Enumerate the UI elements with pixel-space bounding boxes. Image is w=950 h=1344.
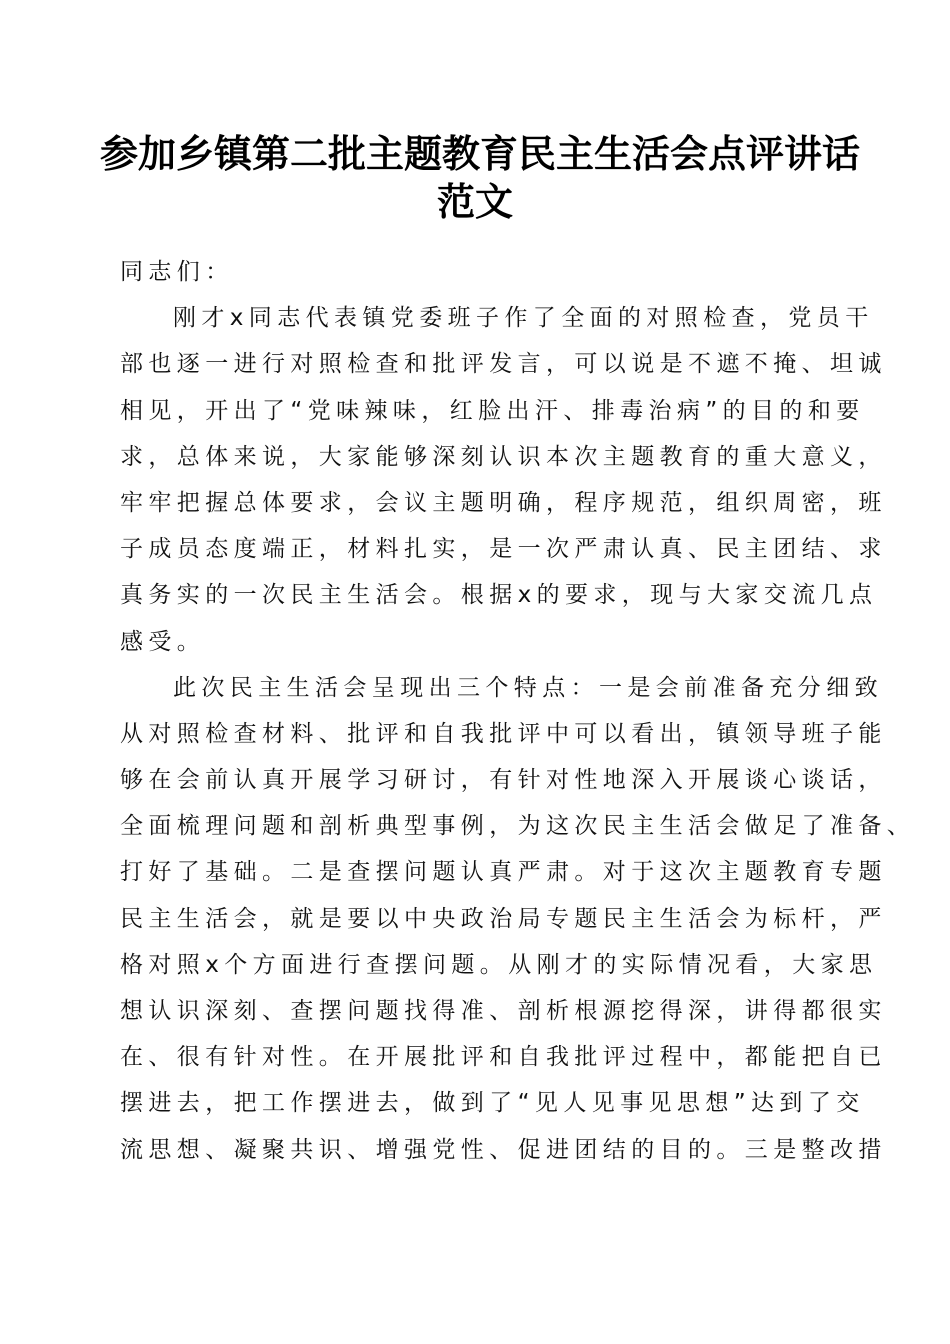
document-title [100, 130, 861, 226]
paragraph-1-line: 求，总体来说，大家能够深刻认识本次主题教育的重大意义， [120, 443, 887, 470]
paragraph-2-line: 打好了基础。二是查摆问题认真严肃。对于这次主题教育专题 [120, 859, 887, 886]
paragraph-2-line: 流思想、凝聚共识、增强党性、促进团结的目的。三是整改措 [120, 1136, 887, 1163]
paragraph-2-line: 够在会前认真开展学习研讨，有针对性地深入开展谈心谈话， [120, 767, 887, 794]
paragraph-2-line: 摆进去，把工作摆进去，做到了“见人见事见思想”达到了交 [120, 1090, 865, 1117]
paragraph-1-line: 感受。 [120, 628, 206, 655]
title-line-2: 范文 [436, 179, 513, 224]
paragraph-1-line: 部也逐一进行对照检查和批评发言，可以说是不遮不掩、坦诚 [120, 351, 887, 378]
paragraph-1-line: 子成员态度端正，材料扎实，是一次严肃认真、民主团结、求 [120, 536, 887, 563]
document-body [120, 249, 916, 1173]
paragraph-2-line: 此次民主生活会呈现出三个特点：一是会前准备充分细致 [173, 674, 883, 701]
title-line-1: 参加乡镇第二批主题教育民主生活会点评讲话 [100, 131, 861, 176]
paragraph-1-line: 相见，开出了“党味辣味，红脸出汗、排毒治病”的目的和要 [120, 397, 865, 424]
paragraph-1-line: 真务实的一次民主生活会。根据x的要求，现与大家交流几点 [120, 582, 878, 609]
paragraph-1-line: 刚才x同志代表镇党委班子作了全面的对照检查，党员干 [173, 305, 874, 332]
paragraph-2-line: 格对照x个方面进行查摆问题。从刚才的实际情况看，大家思 [120, 951, 878, 978]
paragraph-2-line: 民主生活会，就是要以中央政治局专题民主生活会为标杆，严 [120, 905, 887, 932]
paragraph-2-line: 从对照检查材料、批评和自我批评中可以看出，镇领导班子能 [120, 720, 887, 747]
paragraph-2-line: 全面梳理问题和剖析典型事例，为这次民主生活会做足了准备、 [120, 813, 916, 840]
paragraph-2-line: 在、很有针对性。在开展批评和自我批评过程中，都能把自已 [120, 1044, 887, 1071]
paragraph-2-line: 想认识深刻、查摆问题找得准、剖析根源挖得深，讲得都很实 [120, 998, 887, 1024]
paragraph-1-line: 牢牢把握总体要求，会议主题明确，程序规范，组织周密，班 [120, 489, 887, 516]
salutation: 同志们： [120, 259, 234, 285]
